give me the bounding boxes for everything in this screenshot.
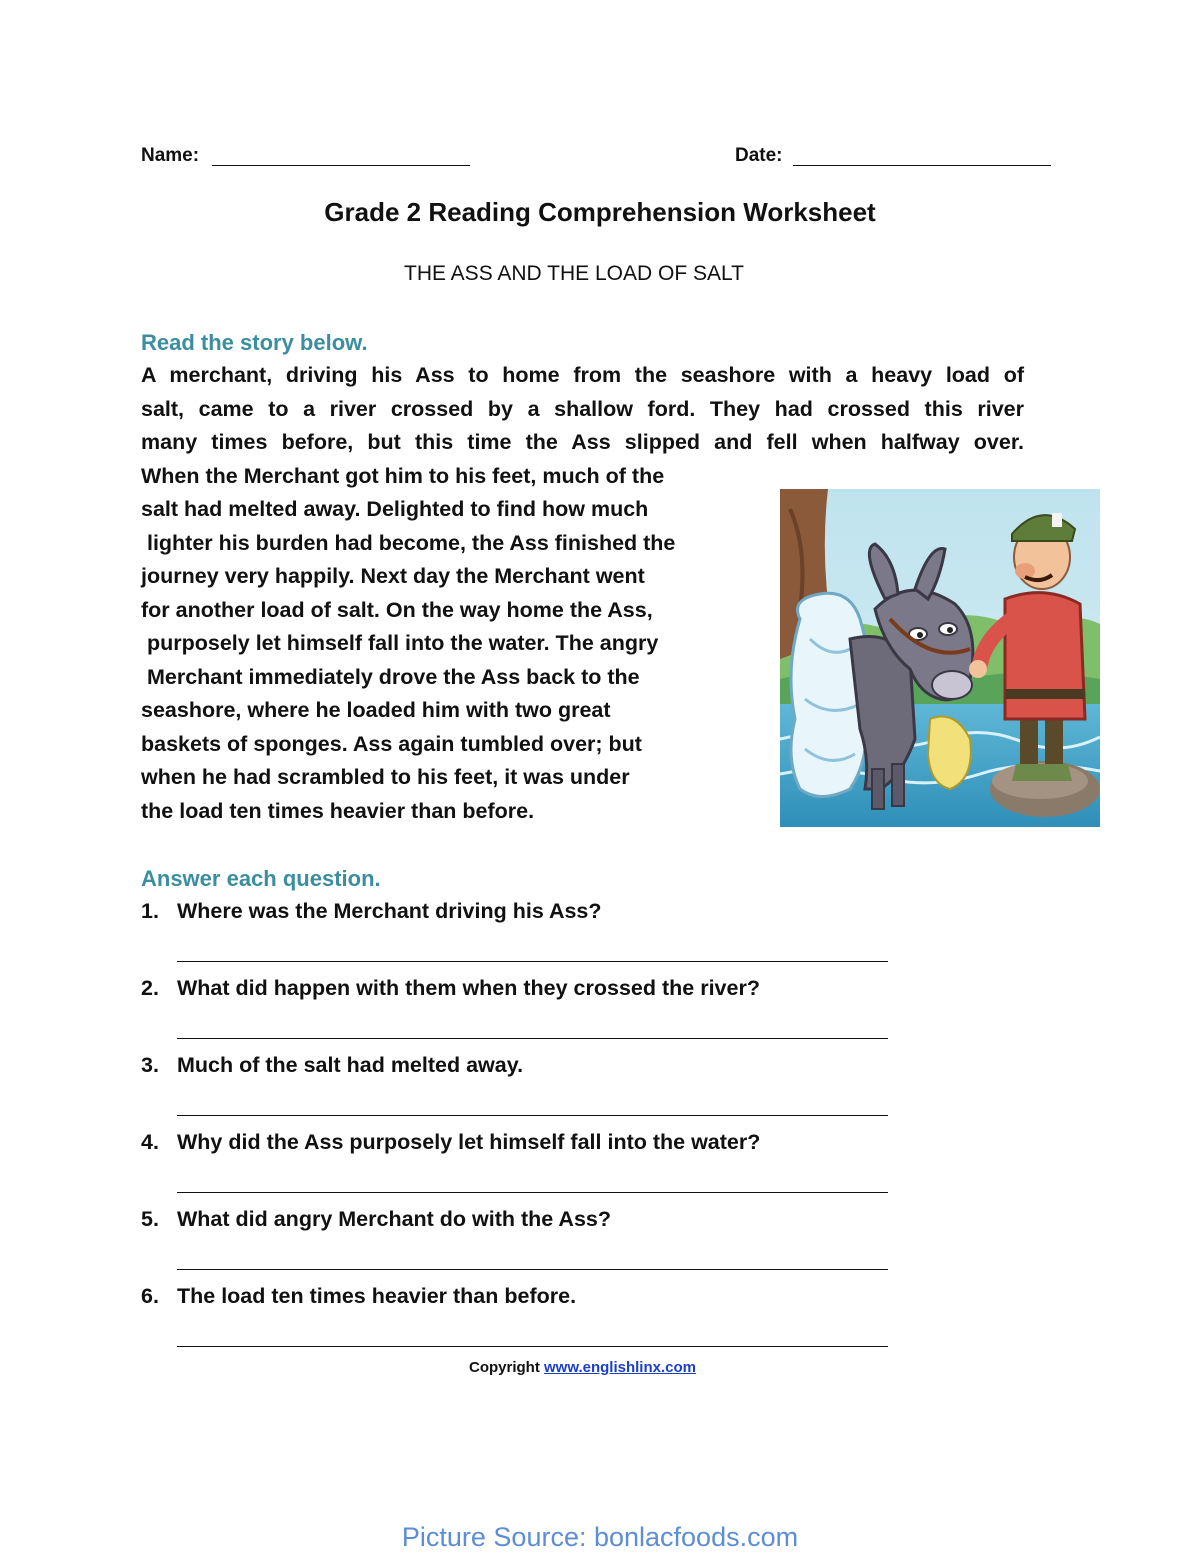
question-text: What did happen with them when they crossed the river? xyxy=(177,976,760,1000)
question-number: 5. xyxy=(141,1207,159,1231)
story-line: many times before, but this time the Ass slipped and fell when halfway over. xyxy=(141,430,1024,454)
date-label: Date: xyxy=(735,145,783,166)
question-number: 2. xyxy=(141,976,159,1000)
answer-line[interactable] xyxy=(177,961,888,962)
questions-heading: Answer each question. xyxy=(141,866,381,891)
copyright-label: Copyright xyxy=(469,1359,540,1376)
story-line: Merchant immediately drove the Ass back to the xyxy=(141,664,640,689)
story-line: seashore, where he loaded him with two great xyxy=(141,698,611,722)
question-text: Why did the Ass purposely let himself fall into the water? xyxy=(177,1130,761,1154)
answer-line[interactable] xyxy=(177,1269,888,1270)
story-line: salt had melted away. Delighted to find how much xyxy=(141,497,649,521)
question-number: 4. xyxy=(141,1130,159,1154)
question-item xyxy=(141,976,760,1001)
story-line: baskets of sponges. Ass again tumbled over; but xyxy=(141,731,642,756)
question-text: Where was the Merchant driving his Ass? xyxy=(177,899,602,923)
story-heading: Read the story below. xyxy=(141,330,368,355)
name-label: Name: xyxy=(141,145,200,166)
question-text: The load ten times heavier than before. xyxy=(177,1284,577,1308)
question-text: Much of the salt had melted away. xyxy=(177,1053,524,1077)
date-field[interactable] xyxy=(793,165,1051,166)
story-line: the load ten times heavier than before. xyxy=(141,798,535,823)
story-line: purposely let himself fall into the water. The angry xyxy=(141,631,659,655)
story-line: A merchant, driving his Ass to home from the seashore with a heavy load of xyxy=(141,363,1024,387)
story-illustration xyxy=(780,489,1100,827)
answer-line[interactable] xyxy=(177,1038,888,1039)
question-item xyxy=(141,1130,760,1155)
question-item xyxy=(141,1207,611,1232)
copyright-notice xyxy=(0,1359,1165,1376)
copyright-link[interactable]: www.englishlinx.com xyxy=(544,1359,696,1376)
story-line: lighter his burden had become, the Ass finished the xyxy=(141,530,676,555)
story-title: THE ASS AND THE LOAD OF SALT xyxy=(404,262,744,285)
picture-source-caption: Picture Source: bonlacfoods.com xyxy=(401,1522,799,1552)
question-number: 3. xyxy=(141,1053,159,1077)
answer-line[interactable] xyxy=(177,1192,888,1193)
story-line: When the Merchant got him to his feet, much of the xyxy=(141,463,665,488)
worksheet-title: Grade 2 Reading Comprehension Worksheet xyxy=(324,197,876,227)
answer-line[interactable] xyxy=(177,1115,888,1116)
question-item xyxy=(141,1284,576,1309)
story-line: salt, came to a river crossed by a shallow ford. They had crossed this river xyxy=(141,396,1024,421)
story-line: when he had scrambled to his feet, it was under xyxy=(141,765,630,789)
answer-line[interactable] xyxy=(177,1346,888,1347)
story-line: journey very happily. Next day the Merchant went xyxy=(141,564,645,588)
question-item xyxy=(141,899,602,924)
story-line: for another load of salt. On the way home the Ass, xyxy=(141,597,653,622)
question-item xyxy=(141,1053,523,1078)
name-field[interactable] xyxy=(212,165,470,166)
question-number: 1. xyxy=(141,899,159,923)
question-number: 6. xyxy=(141,1284,159,1308)
question-text: What did angry Merchant do with the Ass? xyxy=(177,1207,611,1231)
